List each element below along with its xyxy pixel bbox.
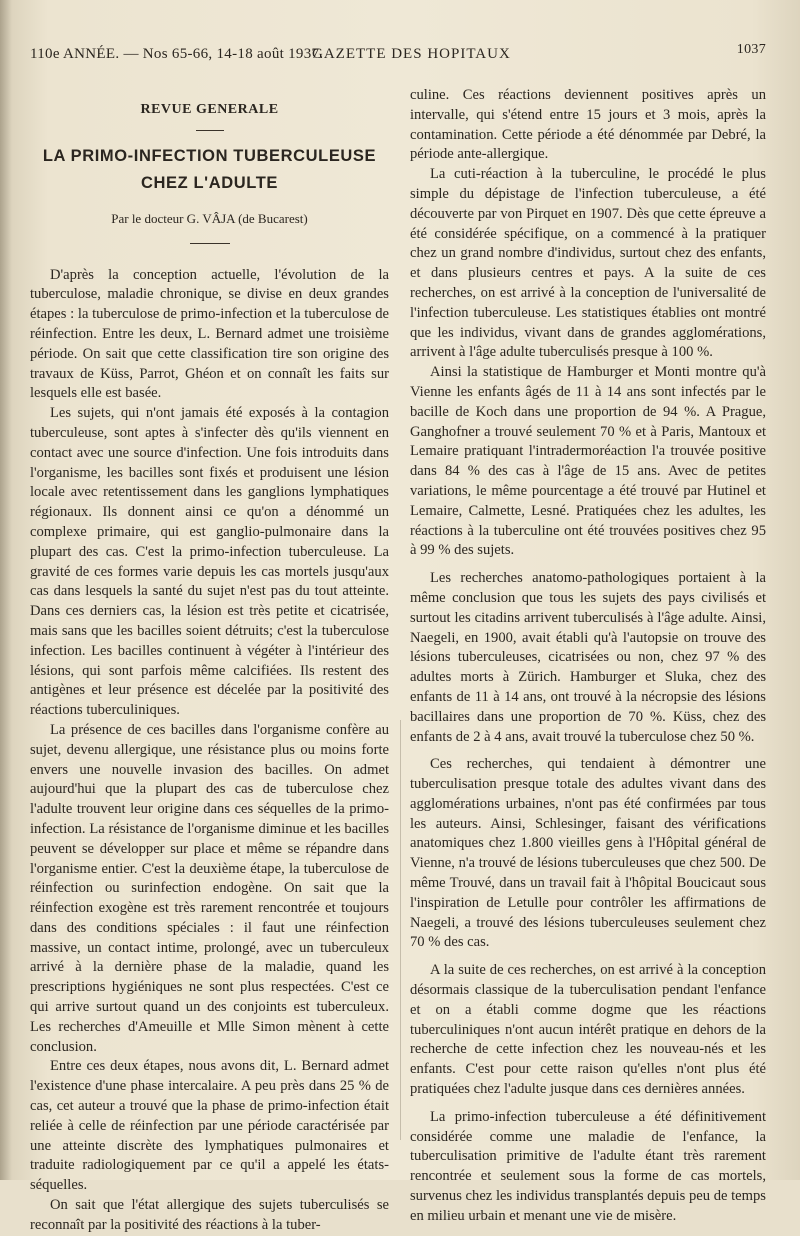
paragraph: A la suite de ces recherches, on est arrivé à la conception désormais classique de la tuberculisation pendant l'enfance et on a établi comme dogme que les réactions tuberculiniques n'ont aucun intérêt pratique en dehors de la recherche de cette infection chez les nouveau-nés et les enfants. C'est pour cette raison qu'elles n'ont plus été pratiquées chez l'adulte jusque dans ces dernières années.	[410, 962, 766, 1098]
paragraph: Les recherches anatomo-pathologiques portaient à la même conclusion que tous les sujets des pays civilisés et surtout les citadins arrivent tuberculisés à l'âge adulte. Ainsi, Naegeli, en 1900, avait établi qu'à l'autopsie on trouve des lésions tuberculeuses, cicatrisées ou non, chez 97 % des adultes morts à Zürich. Hamburger et Sluka, chez des enfants de 11 à 14 ans, ont trouvé à la nécropsie des lésions bacillaires dans une proportion de 70 %. Küss, chez des enfants de 2 à 4 ans, avait trouvé la tuberculose chez 50 %.	[410, 570, 766, 745]
paragraph: La présence de ces bacilles dans l'organisme confère au sujet, devenu allergique, une résistance plus ou moins forte envers une nouvelle invasion des bacilles. On admet aujourd'hui que la plupart des cas de tuberculose chez l'adulte trouvent leur origine dans ces séquelles de la primo-infection. La résistance de l'organisme diminue et les bacilles peuvent se développer sur place et même se répandre dans l'organisme entier. C'est la deuxième étape, la tuberculose de réinfection ou surinfection endogène. On sait que la réinfection exogène est très rarement rencontrée et toujours dans des conditions spéciales : il faut une réinfection massive, un contact intime, prolongé, avec un tuberculeux arrivé à la dernière phase de la maladie, quand les prescriptions hygiéniques ne sont plus respectées. C'est ce qui arrive surtout quand un des conjoints est tuberculeux. Les recherches d'Ameuille et Mlle Simon mènent à cette conclusion.	[30, 721, 389, 1055]
paragraph: D'après la conception actuelle, l'évolution de la tuberculose, maladie chronique, se divise en deux grandes étapes : la tuberculose de primo-infection et la tuberculose de réinfection. Entre les deux, L. Bernard admet une troisième période. On sait que cette classification tire son origine des travaux de Küss, Parrot, Ghéon et on connaît les faits sur lesquels elle est basée.	[30, 266, 389, 402]
paragraph: La primo-infection tuberculeuse a été définitivement considérée comme une maladie de l'enfance, la tuberculisation primitive de l'adulte étant très rarement rencontrée et seulement sous la forme de cas mortels, survenus chez les individus transplantés depuis peu de temps en milieu urbain et menant une vie de misère.	[410, 1108, 766, 1224]
column-divider	[400, 720, 401, 1140]
rubric-divider	[196, 130, 224, 131]
left-column	[30, 94, 389, 1236]
article-title-line2: CHEZ L'ADULTE	[141, 173, 278, 192]
paragraph: Ainsi la statistique de Hamburger et Monti montre qu'à Vienne les enfants âgés de 11 à 14 ans sont infectés par le bacille de Koch dans une proportion de 94 %. A Prague, Ganghofner a trouvé seulement 70 % et à Paris, Mantoux et Lemaire pratiquant l'intradermoréaction l'a trouvée positive dans 84 % des cas à l'âge de 15 ans. Avec de petites variations, le même pourcentage a été trouvé par Hutinel et Lemaire, Calmette, Lesné. Pratiquées chez les adultes, les réactions à la tuberculine ont été trouvées positives chez 95 à 99 % des sujets.	[410, 364, 766, 559]
right-column	[410, 86, 766, 1227]
paragraph: Les sujets, qui n'ont jamais été exposés à la contagion tuberculeuse, sont aptes à s'infecter dès qu'ils viennent en contact avec une source d'infection. Une fois introduits dans l'organisme, les bacilles sont fixés et produisent une lésion locale avec retentissement dans les ganglions lymphatiques régionaux. Ils donnent ainsi ce qu'on a dénommé un complexe primaire, qui est ganglio-pulmonaire dans la plupart des cas. C'est la primo-infection tuberculeuse. La gravité de ces formes varie depuis les cas mortels jusqu'aux cas dans lesquels la santé du sujet n'est pas du tout atteinte. Dans ces derniers cas, la lésion est très petite et cicatrisée, mais sans que les bacilles soient détruits; c'est la tuberculose infection. Les bacilles continuent à végéter à l'intérieur des lésions, qui sont parfois même calcifiées. Ils restent des antigènes et leur présence est décelée par la positivité des réactions tuberculiniques.	[30, 405, 389, 719]
paragraph-gap	[410, 1100, 766, 1108]
paragraph: Ces recherches, qui tendaient à démontrer une tuberculisation presque totale des adultes vivant dans des agglomérations urbaines, n'ont pas été confirmées par tous les auteurs. Ainsi, Schlesinger, faisant des vérifications anatomiques chez 1.800 vieilles gens à l'Hôpital général de Vienne, n'a trouvé de lésions tuberculeuses que chez 500. De même Trouvé, dans un travail fait à l'hôpital Boucicaut sous l'inspiration de Letulle pour contrôler les affirmations de Naegeli, a trouvé des lésions tuberculeuses seulement chez 70 % des cas.	[410, 756, 766, 951]
paragraph-gap	[410, 953, 766, 961]
page-header	[30, 42, 766, 68]
journal-name: GAZETTE DES HOPITAUX	[312, 46, 511, 62]
paragraph-gap	[410, 561, 766, 569]
paragraph-continued: culine. Ces réactions deviennent positives après un intervalle, qui s'étend entre 15 jours et 3 mois, après la contamination. Cette période a été dénommée par Debré, la période ante-allergique.	[410, 87, 766, 163]
paragraph: Entre ces deux étapes, nous avons dit, L. Bernard admet l'existence d'une phase intercalaire. A peu près dans 25 % de cas, cet auteur a trouvé que la phase de primo-infection était reliée à celle de réinfection par une période caractérisée par une atteinte discrète des lymphatiques pulmonaires et traduite radiologiquement par ce qu'il a appelé les états-séquelles.	[30, 1058, 389, 1194]
page-number: 1037	[736, 42, 766, 57]
paragraph: La cuti-réaction à la tuberculine, le procédé le plus simple du dépistage de l'infection tuberculeuse, a été découverte par von Pirquet en 1907. Dès que cette épreuve a été considérée spécifique, on a commencé à la pratiquer chez un grand nombre d'individus, surtout chez des enfants, et dans plusieurs centres et pays. A la suite de ces recherches, on est arrivé à la conception de l'universalité de l'infection tuberculeuse. Les statistiques établies ont montré que les individus, vivant dans de grandes agglomérations, arrivent à l'âge adulte tuberculisés presque à 100 %.	[410, 166, 766, 361]
page-edge-shadow	[0, 0, 12, 1180]
article-author: Par le docteur G. VÂJA (de Bucarest)	[111, 210, 308, 226]
article-title	[30, 143, 389, 197]
paragraph: On sait que l'état allergique des sujets tuberculisés se reconnaît par la positivité des réactions à la tuber-	[30, 1197, 389, 1233]
rubric-heading: REVUE GENERALE	[140, 102, 279, 117]
article-title-line1: LA PRIMO-INFECTION TUBERCULEUSE	[42, 146, 377, 165]
issue-info: 110e ANNÉE. — Nos 65-66, 14-18 août 1937.	[30, 46, 324, 62]
title-divider	[190, 243, 230, 244]
paragraph-gap	[410, 747, 766, 755]
